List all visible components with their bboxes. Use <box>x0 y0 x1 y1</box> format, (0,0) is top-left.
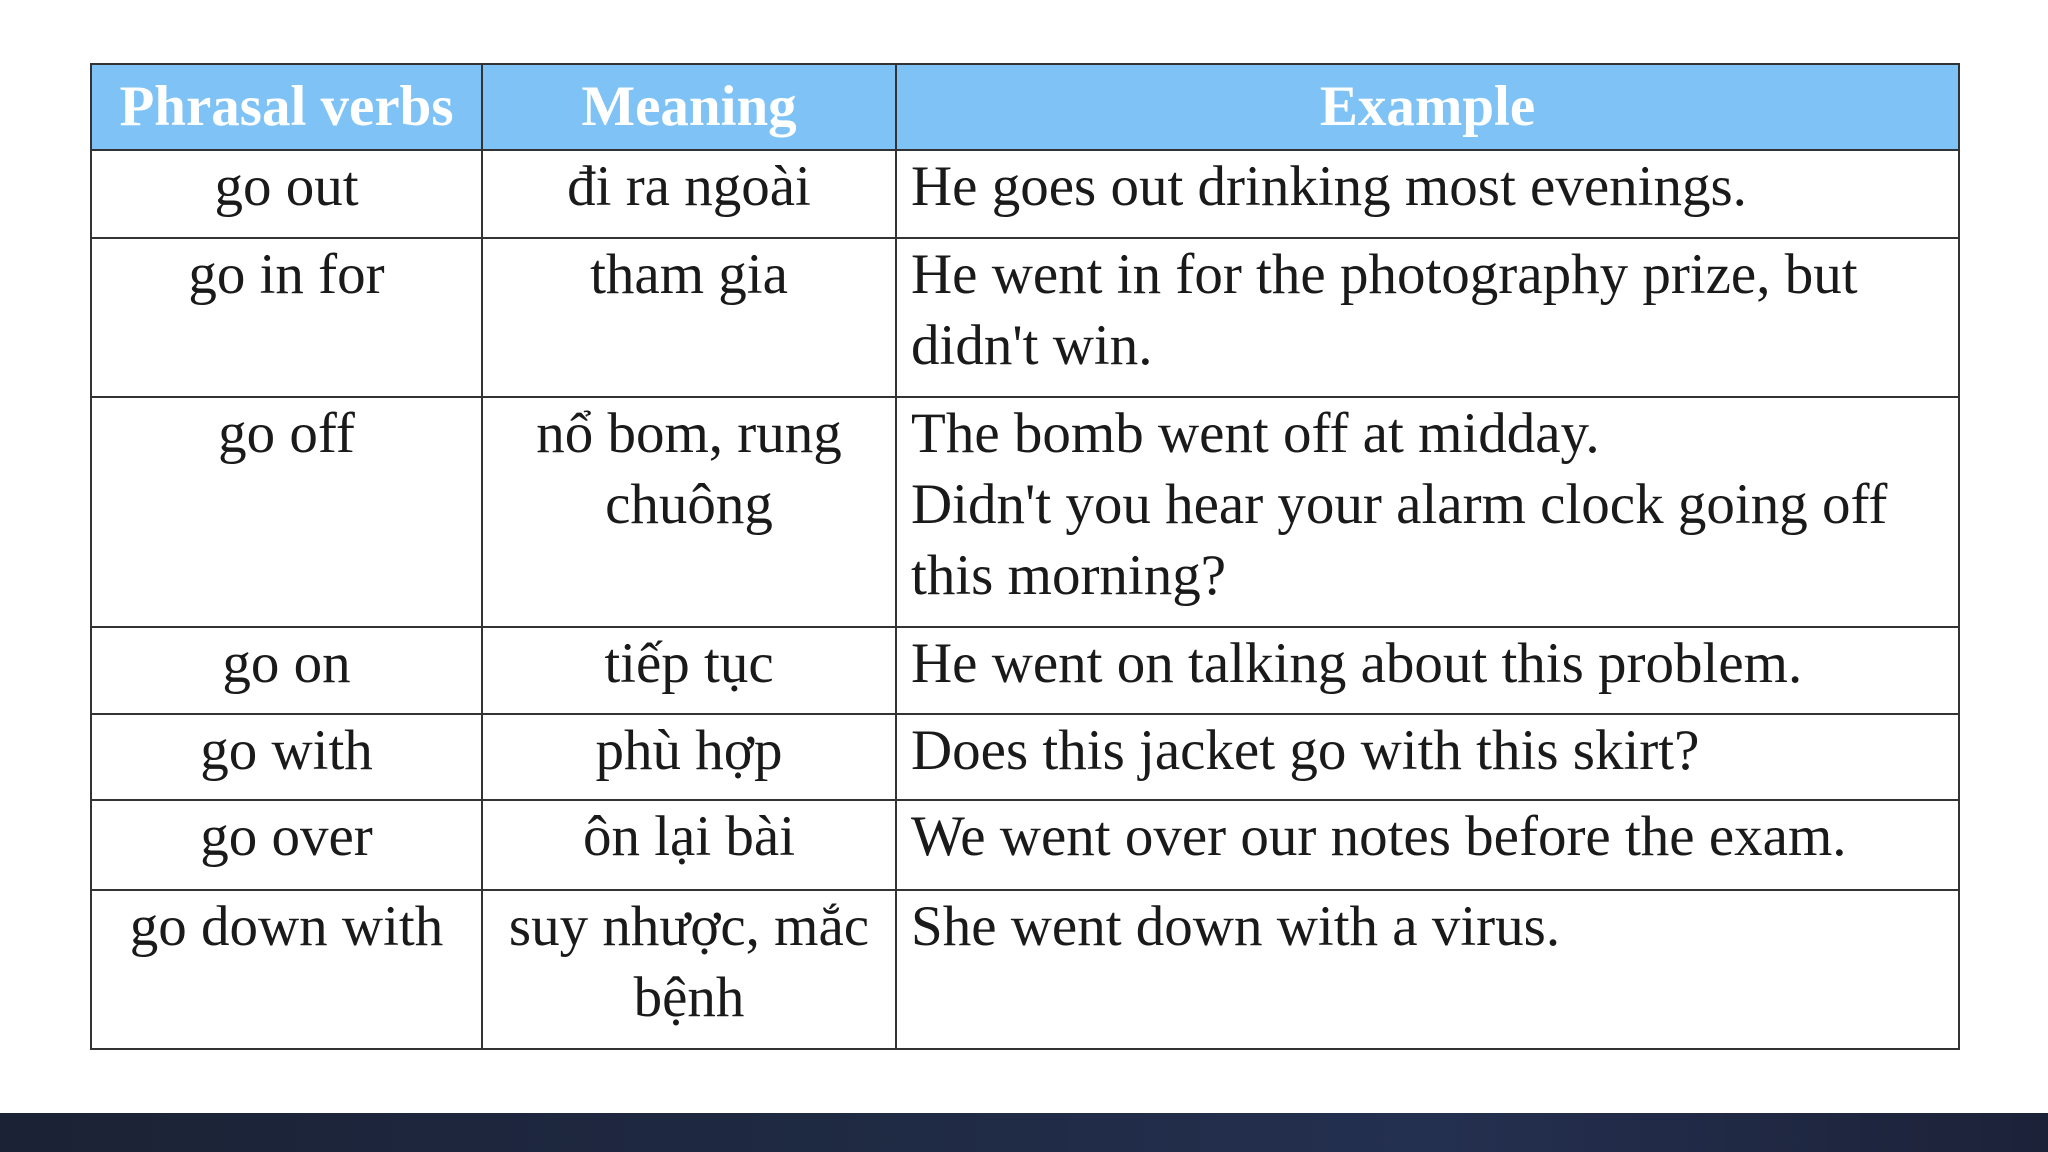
example-cell <box>896 150 1959 238</box>
example-cell <box>896 800 1959 890</box>
example-cell <box>896 397 1959 627</box>
table-row <box>91 800 1959 890</box>
example-sentence: He went in for the photography prize, but didn't win. <box>911 243 1858 377</box>
table-row <box>91 238 1959 397</box>
meaning-cell: suy nhược, mắc bệnh <box>482 890 896 1049</box>
table-row <box>91 627 1959 714</box>
example-sentence: Does this jacket go with this skirt? <box>911 719 1700 782</box>
header-meaning: Meaning <box>482 64 896 150</box>
verb-cell: go with <box>91 714 482 800</box>
example-sentence: Didn't you hear your alarm clock going off this morning? <box>911 473 1888 607</box>
verb-cell: go down with <box>91 890 482 1049</box>
meaning-cell: đi ra ngoài <box>482 150 896 238</box>
example-sentence: We went over our notes before the exam. <box>911 805 1847 868</box>
meaning-cell: tham gia <box>482 238 896 397</box>
verb-cell: go out <box>91 150 482 238</box>
example-cell <box>896 238 1959 397</box>
bottom-bar <box>0 1113 2048 1152</box>
phrasal-verbs-table <box>90 63 1960 1050</box>
example-sentence: The bomb went off at midday. <box>911 402 1600 465</box>
table-row <box>91 397 1959 627</box>
header-phrasal-verbs: Phrasal verbs <box>91 64 482 150</box>
example-cell <box>896 627 1959 714</box>
header-example: Example <box>896 64 1959 150</box>
meaning-cell: nổ bom, rung chuông <box>482 397 896 627</box>
verb-cell: go in for <box>91 238 482 397</box>
example-sentence: He goes out drinking most evenings. <box>911 155 1747 218</box>
table-row <box>91 150 1959 238</box>
example-sentence: She went down with a virus. <box>911 895 1561 958</box>
example-cell <box>896 714 1959 800</box>
verb-cell: go off <box>91 397 482 627</box>
verb-cell: go over <box>91 800 482 890</box>
example-sentence: He went on talking about this problem. <box>911 632 1803 695</box>
table-header-row <box>91 64 1959 150</box>
meaning-cell: phù hợp <box>482 714 896 800</box>
table-row <box>91 714 1959 800</box>
example-cell <box>896 890 1959 1049</box>
meaning-cell: tiếp tục <box>482 627 896 714</box>
table-row <box>91 890 1959 1049</box>
verb-cell: go on <box>91 627 482 714</box>
meaning-cell: ôn lại bài <box>482 800 896 890</box>
